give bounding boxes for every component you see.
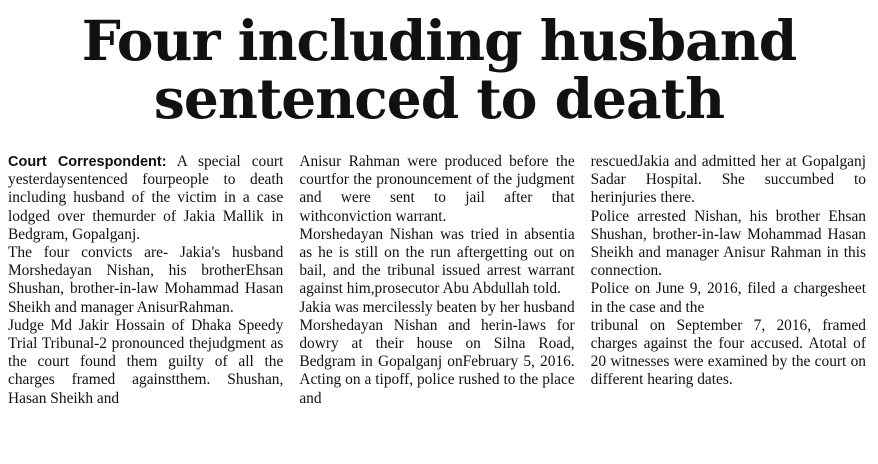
article-paragraph: Jakia was mercilessly beaten by her husband Morshedayan Nishan and herin-laws for dowry at their house on Silna Road, Bedgram in Gopalganj onFebruary 5, 2016. Acting on a tipoff, police rushed to the place and xyxy=(299,298,575,407)
article-paragraph: Police arrested Nishan, his brother Ehsan Shushan, brother-in-law Mohammad Hasan Sheikh and manager Anisur Rahman in this connection. xyxy=(590,207,866,280)
lead-text: A special court yesterdaysentenced fourpeople to death including husband of the victim in a case lodged over themurder of Jakia Mallik in Bedgram, Gopalganj. xyxy=(8,153,284,243)
article-column-3 xyxy=(591,153,866,408)
article-paragraph: The four convicts are- Jakia's husband Morshedayan Nishan, his brotherEhsan Shushan, brother-in-law Mohammad Hasan Sheikh and manager AnisurRahman. xyxy=(8,244,284,316)
article-paragraph: Judge Md Jakir Hossain of Dhaka Speedy Trial Tribunal-2 pronounced thejudgment as the court found them guilty of all the charges framed againstthem. Shushan, Hasan Sheikh and xyxy=(8,316,284,407)
article-paragraph: Anisur Rahman were produced before the courtfor the pronouncement of the judgment and were sent to jail after that withconviction warrant. xyxy=(299,153,575,225)
article-column-2 xyxy=(299,153,574,408)
article-column-1 xyxy=(8,153,283,408)
headline-line-1: Four including husband xyxy=(81,8,797,73)
article-paragraph: Police on June 9, 2016, filed a chargesheet in the case and the xyxy=(590,280,866,316)
article-paragraph: tribunal on September 7, 2016, framed charges against the four accused. Atotal of 20 witnesses were examined by the court on different hearing dates. xyxy=(590,316,866,389)
headline xyxy=(0,0,878,131)
article-paragraph: rescuedJakia and admitted her at Gopalganj Sadar Hospital. She succumbed to herinjuries there. xyxy=(590,153,866,207)
article-paragraph: Morshedayan Nishan was tried in absentia as he is still on the run aftergetting out on bail, and the tribunal issued arrest warrant against him,prosecutor Abu Abdullah told. xyxy=(299,225,575,298)
article-body xyxy=(8,153,866,408)
headline-line-2: sentenced to death xyxy=(153,66,725,131)
article-paragraph xyxy=(8,153,283,244)
byline: Court Correspondent: xyxy=(8,154,167,170)
